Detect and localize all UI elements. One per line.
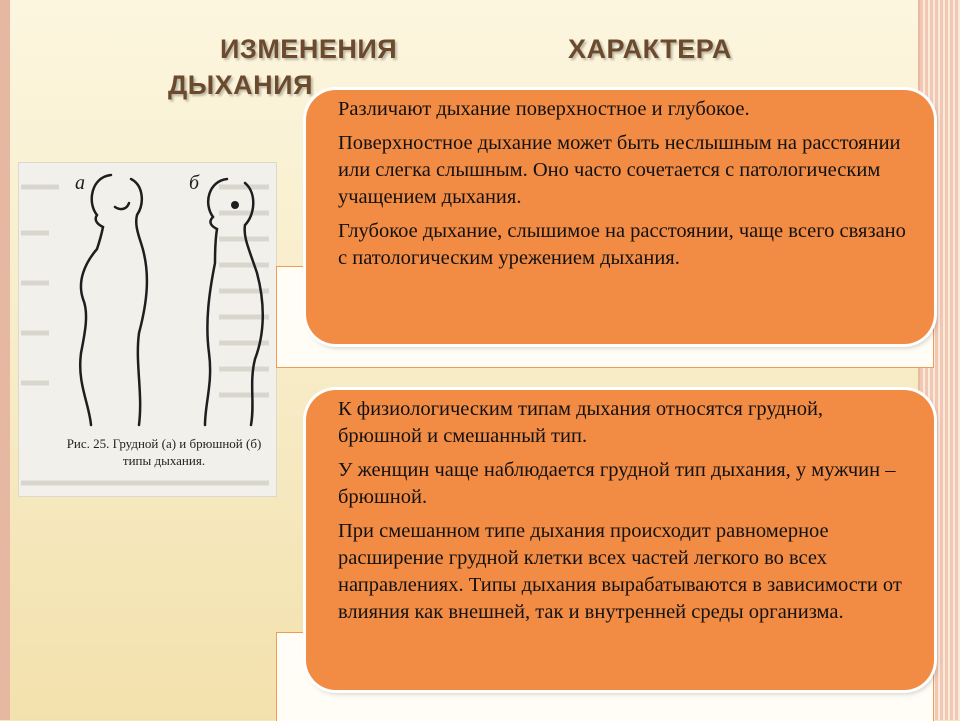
left-edge-decoration — [0, 0, 10, 720]
figure-caption: Рис. 25. Грудной (а) и брюшной (б) типы дыхания. — [66, 436, 262, 468]
ear-mark — [231, 201, 239, 209]
box1-paragraph-3: Глубокое дыхание, слышимое на расстоянии, чаще всего связано с патологическим урежением дыхания. — [338, 220, 906, 269]
box2-paragraph-3: При смешанном типе дыхания происходит равномерное расширение грудной клетки всех частей легкого во всех направлениях. Типы дыхания вырабатываются в зависимости от влияния как внешней, так и внутренней среды организма. — [338, 520, 902, 623]
title-word-1: ИЗМЕНЕНИЯ — [220, 34, 398, 64]
figure-label-a: а — [75, 172, 85, 194]
info-box-depth — [306, 90, 934, 344]
title-word-3: ДЫХАНИЯ — [168, 70, 313, 100]
box2-paragraph-1: К физиологическим типам дыхания относятся грудной, брюшной и смешанный тип. — [338, 398, 824, 447]
title-word-2: ХАРАКТЕРА — [568, 34, 732, 64]
figure-label-b: б — [189, 172, 200, 194]
breathing-types-figure — [18, 162, 277, 497]
box1-paragraph-2: Поверхностное дыхание может быть неслышным на расстоянии или слегка слышным. Оно часто сочетается с патологическим учащением дыхания. — [338, 132, 901, 208]
info-box-types — [306, 390, 934, 690]
box1-paragraph-1: Различают дыхание поверхностное и глубокое. — [338, 98, 750, 120]
box2-paragraph-2: У женщин чаще наблюдается грудной тип дыхания, у мужчин – брюшной. — [338, 459, 896, 508]
